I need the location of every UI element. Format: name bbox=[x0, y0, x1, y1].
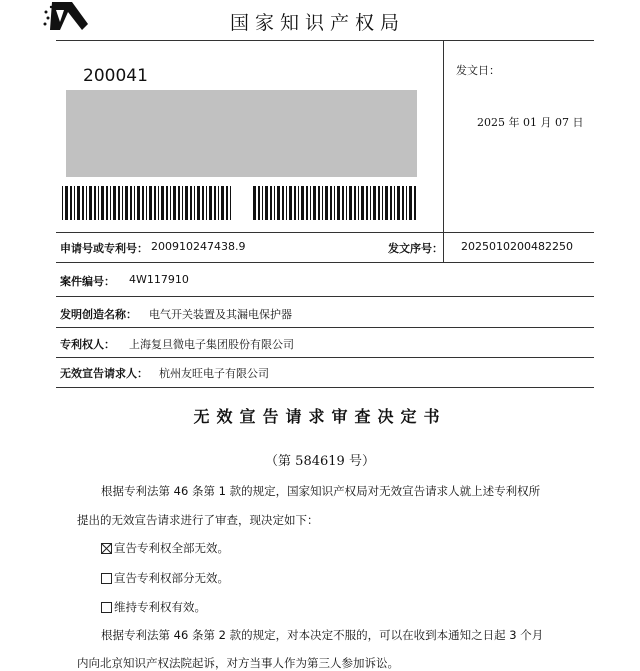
decision-number: （第 584619 号） bbox=[265, 454, 375, 469]
invention-title: 电气开关装置及其漏电保护器 bbox=[149, 308, 292, 321]
header-divider bbox=[56, 40, 594, 41]
row-divider bbox=[56, 232, 594, 233]
row-divider bbox=[56, 296, 594, 297]
option-invalidate-part-label: 宣告专利权部分无效。 bbox=[114, 571, 229, 585]
option-invalidate-part[interactable] bbox=[101, 570, 229, 586]
decision-title: 无效宣告请求审查决定书 bbox=[193, 407, 447, 426]
paragraph-1-line-1: 根据专利法第 46 条第 1 款的规定，国家知识产权局对无效宣告请求人就上述专利权所 bbox=[101, 484, 541, 498]
row-divider bbox=[56, 327, 594, 328]
checkbox-invalidate-all[interactable] bbox=[101, 543, 112, 554]
row-divider bbox=[56, 262, 594, 263]
requester: 杭州友旺电子有限公司 bbox=[159, 367, 269, 380]
requester-label: 无效宣告请求人： bbox=[60, 367, 148, 380]
paragraph-1-line-2: 提出的无效宣告请求进行了审查，现决定如下： bbox=[77, 513, 319, 527]
patentee-label: 专利权人： bbox=[60, 338, 115, 351]
option-invalidate-all[interactable] bbox=[101, 540, 229, 556]
paragraph-2-line-1: 根据专利法第 46 条第 2 款的规定，对本决定不服的，可以在收到本通知之日起 3 个月 bbox=[101, 628, 544, 642]
option-maintain-valid[interactable] bbox=[101, 599, 206, 615]
agency-name: 国家知识产权局 bbox=[230, 12, 406, 34]
application-number: 200910247438.9 bbox=[151, 240, 246, 253]
issue-date-label: 发文日： bbox=[456, 64, 500, 77]
option-invalidate-all-label: 宣告专利权全部无效。 bbox=[114, 541, 229, 555]
patentee: 上海复旦微电子集团股份有限公司 bbox=[129, 338, 294, 351]
column-divider bbox=[443, 40, 444, 262]
invention-title-label: 发明创造名称： bbox=[60, 308, 137, 321]
row-divider bbox=[56, 357, 594, 358]
barcode-right bbox=[253, 186, 418, 220]
checkbox-maintain-valid[interactable] bbox=[101, 602, 112, 613]
barcode-left bbox=[62, 186, 234, 220]
option-maintain-valid-label: 维持专利权有效。 bbox=[114, 600, 206, 614]
case-number: 4W117910 bbox=[129, 273, 189, 286]
serial-number: 2025010200482250 bbox=[461, 240, 573, 253]
checkbox-invalidate-part[interactable] bbox=[101, 573, 112, 584]
application-number-label: 申请号或专利号： bbox=[60, 242, 148, 255]
document-code: 200041 bbox=[83, 66, 148, 86]
case-number-label: 案件编号： bbox=[60, 275, 115, 288]
row-divider bbox=[56, 387, 594, 388]
serial-number-label: 发文序号： bbox=[388, 242, 443, 255]
issue-date: 2025 年 01 月 07 日 bbox=[477, 116, 584, 129]
paragraph-2-line-2: 内向北京知识产权法院起诉，对方当事人作为第三人参加诉讼。 bbox=[77, 656, 399, 670]
cnipa-logo-icon bbox=[42, 0, 94, 34]
redacted-address-block bbox=[66, 90, 417, 177]
